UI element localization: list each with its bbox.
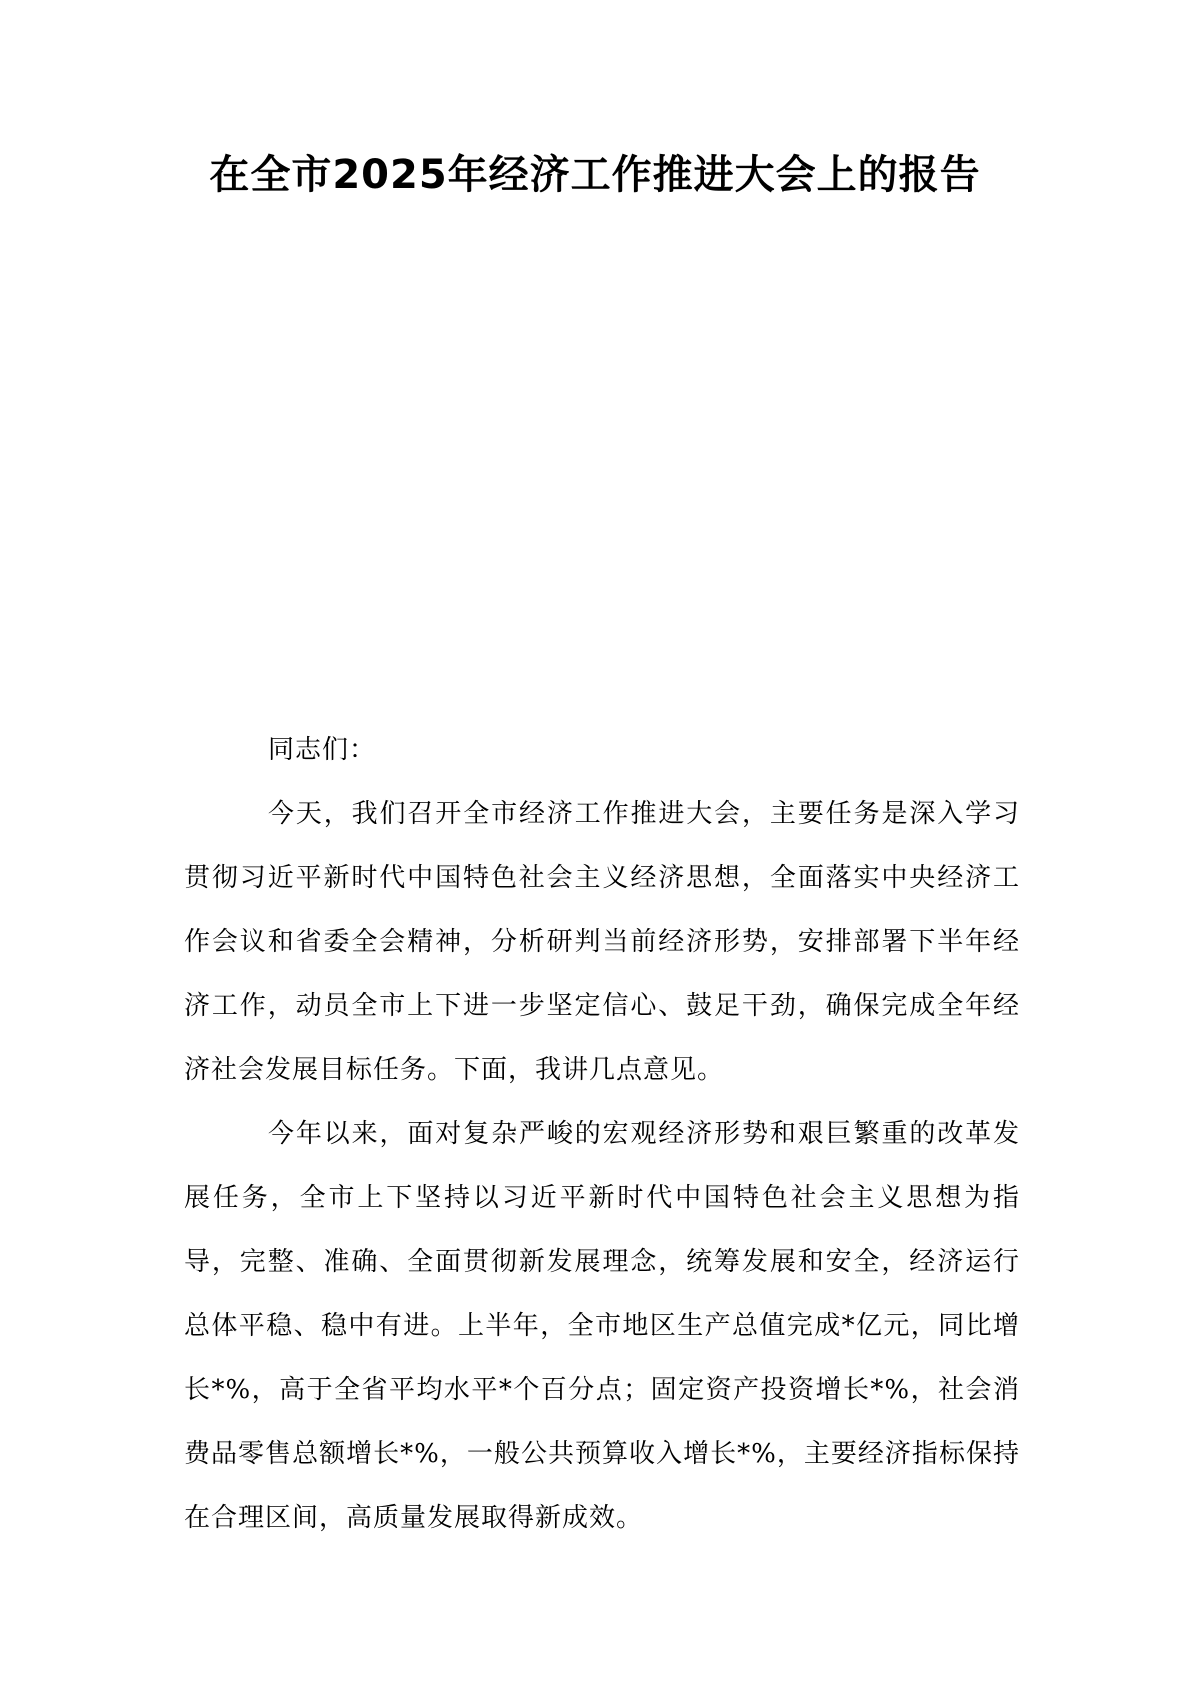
body-paragraph-1: 今天，我们召开全市经济工作推进大会，主要任务是深入学习贯彻习近平新时代中国特色社会主义经济思想，全面落实中央经济工作会议和省委全会精神，分析研判当前经济形势，安排部署下半年经济工作，动员全市上下进一步坚定信心、鼓足干劲，确保完成全年经济社会发展目标任务。下面，我讲几点意见。: [184, 799, 1020, 1085]
document-title: 在全市2025年经济工作推进大会上的报告: [209, 152, 981, 198]
document-body: [184, 718, 1020, 1550]
body-paragraph-2: 今年以来，面对复杂严峻的宏观经济形势和艰巨繁重的改革发展任务，全市上下坚持以习近平新时代中国特色社会主义思想为指导，完整、准确、全面贯彻新发展理念，统筹发展和安全，经济运行总体平稳、稳中有进。上半年，全市地区生产总值完成*亿元，同比增长*%，高于全省平均水平*个百分点；固定资产投资增长*%，社会消费品零售总额增长*%，一般公共预算收入增长*%，主要经济指标保持在合理区间，高质量发展取得新成效。: [184, 1119, 1020, 1533]
salutation: 同志们：: [268, 735, 377, 765]
